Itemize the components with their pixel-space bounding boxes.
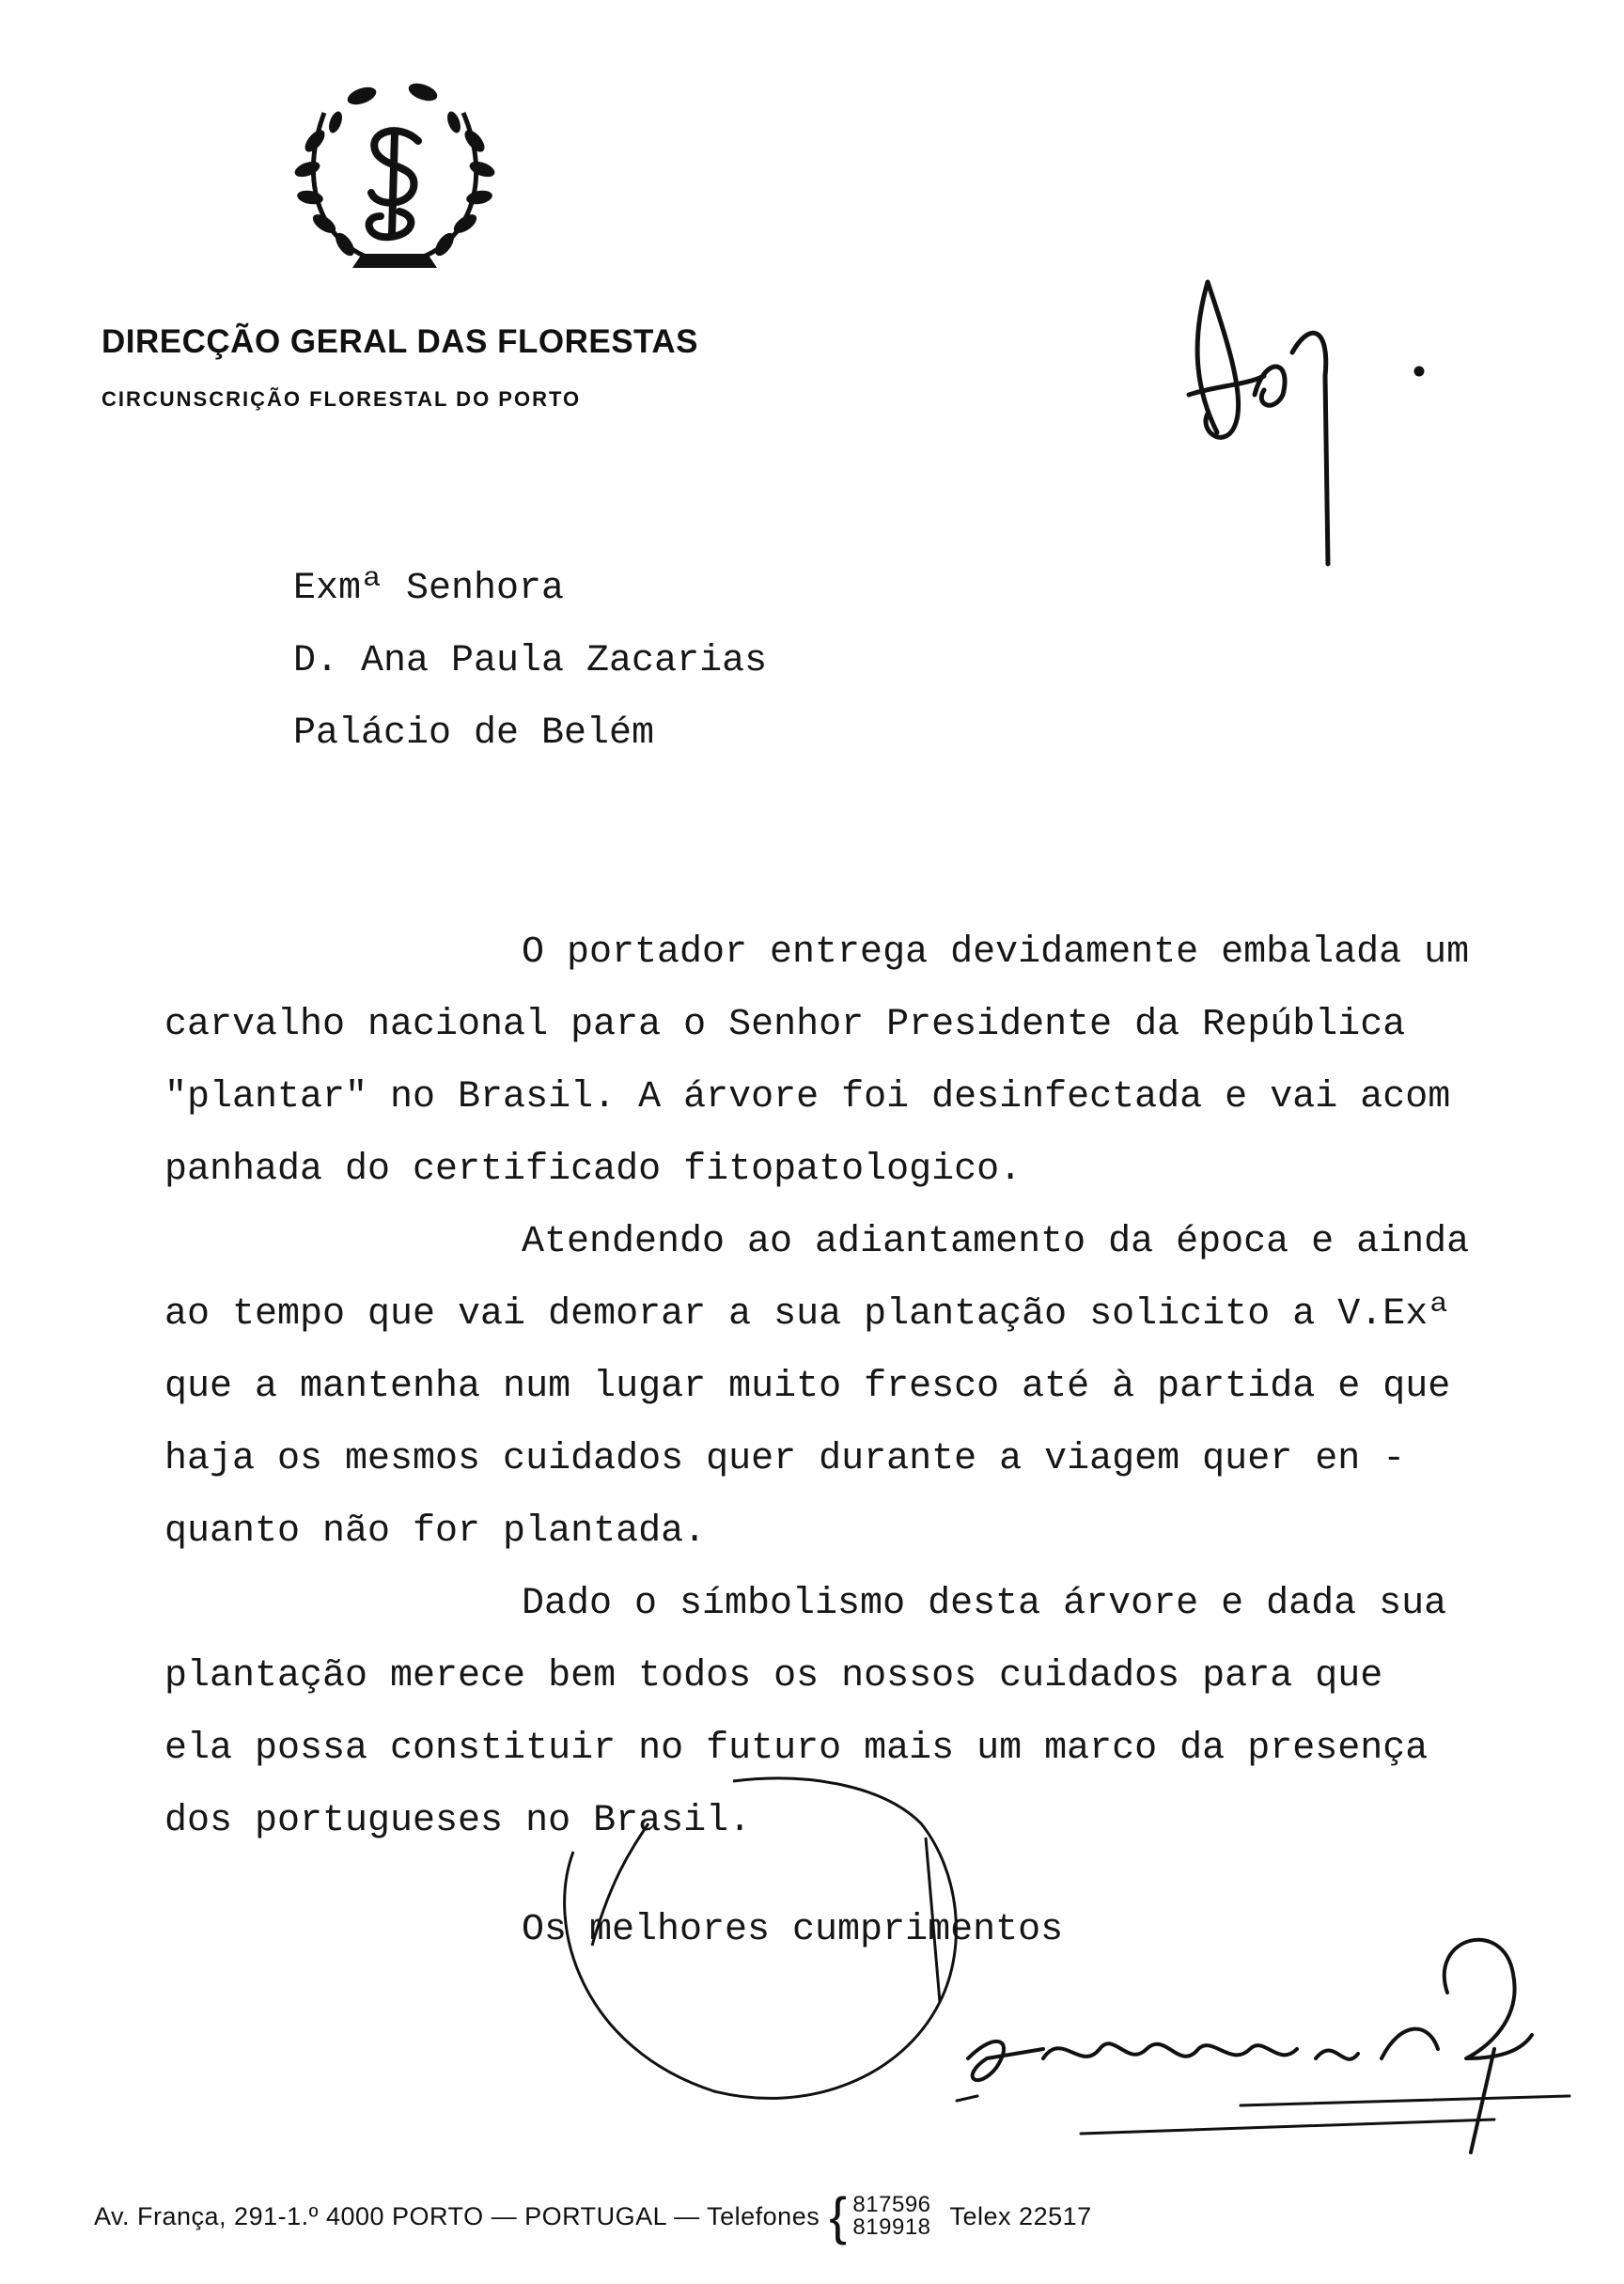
paragraph1-line4: panhada do certificado fitopatologico.	[164, 1149, 1023, 1191]
paragraph3-line2: plantação merece bem todos os nossos cuidados para que	[164, 1655, 1383, 1697]
footer-address-block	[94, 2186, 1092, 2245]
footer-address: Av. França, 291-1.º 4000 PORTO — PORTUGAL — Telefones	[94, 2201, 820, 2230]
paragraph1-line2: carvalho nacional para o Senhor Presidente da República	[164, 1004, 1406, 1046]
footer-phone-1: 817596	[852, 2192, 931, 2217]
paragraph2-line2: ao tempo que vai demorar a sua plantação solicito a V.Exª	[164, 1293, 1451, 1336]
paragraph1-line1-text: O portador entrega devidamente embalada um	[522, 931, 1470, 974]
paragraph1-line1	[522, 916, 1593, 989]
handwritten-initials-icon	[1161, 263, 1443, 573]
paragraph3-line3: ela possa constituir no futuro mais um marco da presença	[164, 1728, 1429, 1770]
paragraph3-line4: dos portugueses no Brasil.	[164, 1800, 752, 1842]
footer-phone-2: 819918	[852, 2214, 931, 2240]
paragraph3-line1: Dado o símbolismo desta árvore e dada sua	[522, 1583, 1447, 1625]
closing-text: Os melhores cumprimentos	[522, 1909, 1064, 1951]
organization-division: CIRCUNSCRIÇÃO FLORESTAL DO PORTO	[102, 387, 582, 411]
footer-phones	[852, 2194, 930, 2239]
footer-telex: Telex 22517	[949, 2201, 1092, 2230]
recipient-name: D. Ana Paula Zacarias	[293, 640, 768, 682]
recipient-location: Palácio de Belém	[293, 712, 655, 755]
handwritten-signature-icon	[940, 1917, 1598, 2181]
recipient-salutation: Exmª Senhora	[293, 568, 565, 610]
organization-name: DIRECÇÃO GERAL DAS FLORESTAS	[102, 323, 698, 360]
laurel-wreath-emblem-icon	[287, 75, 503, 277]
paragraph2-line5: quanto não for plantada.	[164, 1510, 707, 1553]
paragraph2-line1: Atendendo ao adiantamento da época e ainda	[522, 1221, 1470, 1263]
paragraph2-line3: que a mantenha num lugar muito fresco até à partida e que	[164, 1366, 1451, 1408]
brace-icon: {	[829, 2186, 848, 2245]
paragraph1-line3: "plantar" no Brasil. A árvore foi desinfectada e vai acom	[164, 1076, 1451, 1119]
paragraph2-line4: haja os mesmos cuidados quer durante a viagem quer en -	[164, 1438, 1406, 1480]
